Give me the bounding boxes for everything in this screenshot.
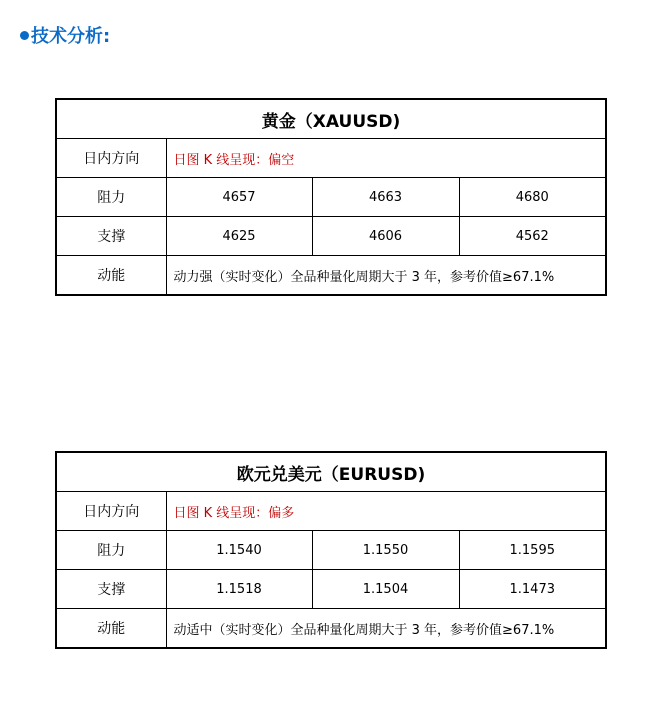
momentum-value: 动适中（实时变化）全品种量化周期大于 3 年，参考价值≥67.1%	[166, 609, 606, 649]
resistance-value-1: 1.1540	[166, 531, 312, 570]
support-value-1: 4625	[166, 217, 312, 256]
resistance-value-3: 4680	[459, 178, 606, 217]
resistance-value-3: 1.1595	[459, 531, 606, 570]
direction-value: 日图 K 线呈现：偏多	[166, 492, 606, 531]
table-row-support	[56, 217, 606, 256]
section-heading-text: 技术分析:	[31, 26, 111, 47]
resistance-value-2: 1.1550	[312, 531, 459, 570]
resistance-value-1: 4657	[166, 178, 312, 217]
eurusd-analysis-table	[55, 451, 607, 649]
bullet-dot-icon	[20, 31, 29, 40]
support-value-3: 4562	[459, 217, 606, 256]
momentum-label: 动能	[56, 256, 166, 296]
table-row-momentum	[56, 609, 606, 649]
table-row-direction	[56, 492, 606, 531]
resistance-label: 阻力	[56, 531, 166, 570]
direction-value: 日图 K 线呈现：偏空	[166, 139, 606, 178]
table-title: 黄金（XAUUSD)	[56, 99, 606, 139]
direction-label: 日内方向	[56, 139, 166, 178]
support-label: 支撑	[56, 570, 166, 609]
section-heading	[20, 22, 110, 48]
table-row-momentum	[56, 256, 606, 296]
table-row-support	[56, 570, 606, 609]
table-row-direction	[56, 139, 606, 178]
direction-label: 日内方向	[56, 492, 166, 531]
table-row-resistance	[56, 178, 606, 217]
momentum-label: 动能	[56, 609, 166, 649]
momentum-value: 动力强（实时变化）全品种量化周期大于 3 年，参考价值≥67.1%	[166, 256, 606, 296]
support-label: 支撑	[56, 217, 166, 256]
resistance-value-2: 4663	[312, 178, 459, 217]
table-title: 欧元兑美元（EURUSD)	[56, 452, 606, 492]
support-value-2: 1.1504	[312, 570, 459, 609]
support-value-3: 1.1473	[459, 570, 606, 609]
resistance-label: 阻力	[56, 178, 166, 217]
table-row-resistance	[56, 531, 606, 570]
support-value-2: 4606	[312, 217, 459, 256]
support-value-1: 1.1518	[166, 570, 312, 609]
xauusd-analysis-table	[55, 98, 607, 296]
